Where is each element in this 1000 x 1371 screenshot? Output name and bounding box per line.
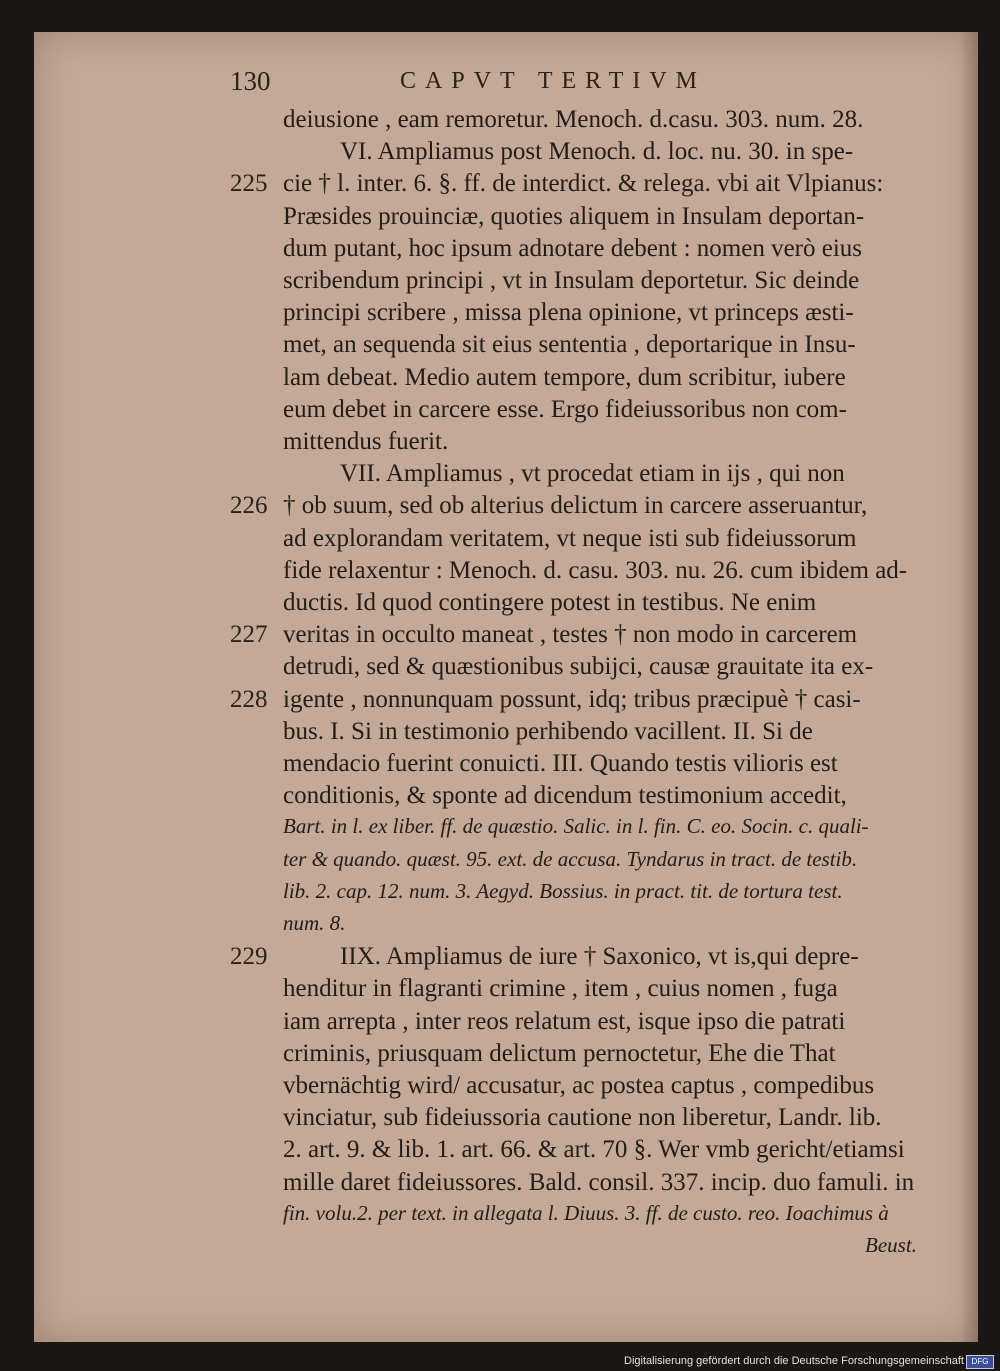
marginal-number: 227 [230,621,268,648]
line-text: iam arrepta , inter reos relatum est, isque ipso die patrati [283,1008,846,1035]
text-line [0,235,1000,268]
text-line [0,718,1000,751]
line-text: henditur in flagranti crimine , item , cuius nomen , fuga [283,975,838,1002]
line-text: lib. 2. cap. 12. num. 3. Aegyd. Bossius. in pract. tit. de tortura test. [283,879,843,903]
text-line [0,750,1000,783]
line-text: vbernächtig wird/ accusatur, ac postea captus , compedibus [283,1072,875,1099]
line-text: scribendum principi , vt in Insulam deportetur. Sic deinde [283,267,860,294]
line-text: lam debeat. Medio autem tempore, dum scribitur, iubere [283,364,846,391]
text-line [0,589,1000,622]
line-text: fide relaxentur : Menoch. d. casu. 303. nu. 26. cum ibidem ad- [283,557,908,584]
line-text: eum debet in carcere esse. Ergo fideiussoribus non com- [283,396,847,423]
text-line [0,621,1000,654]
line-text: IIX. Ampliamus de iure † Saxonico, vt is,qui depre- [340,943,859,970]
text-line [0,782,1000,815]
text-line [0,814,1000,847]
line-text: Bart. in l. ex liber. ff. de quæstio. Salic. in l. fin. C. eo. Socin. c. quali- [283,814,869,838]
line-text: † ob suum, sed ob alterius delictum in carcere asseruantur, [283,492,868,519]
text-line [0,364,1000,397]
text-line [0,1104,1000,1137]
text-line [0,686,1000,719]
page-header [0,66,1000,98]
line-text: conditionis, & sponte ad dicendum testimonium accedit, [283,782,847,809]
text-line [0,1008,1000,1041]
dfg-logo-icon: DFG [966,1355,994,1369]
text-line [0,1233,1000,1266]
text-line [0,943,1000,976]
text-line [0,170,1000,203]
text-line [0,1169,1000,1202]
text-line [0,525,1000,558]
line-text: VI. Ampliamus post Menoch. d. loc. nu. 30. in spe- [340,138,854,165]
text-line [0,1201,1000,1234]
text-line [0,557,1000,590]
line-text: criminis, priusquam delictum pernoctetur, Ehe die That [283,1040,836,1067]
line-text: igente , nonnunquam possunt, idq; tribus præcipuè † casi- [283,686,861,713]
text-line [0,396,1000,429]
text-line [0,267,1000,300]
line-text: mille daret fideiussores. Bald. consil. 337. incip. duo famuli. in [283,1169,915,1196]
line-text: VII. Ampliamus , vt procedat etiam in ijs , qui non [340,460,845,487]
marginal-number: 228 [230,686,268,713]
text-line [0,1040,1000,1073]
digitization-footer [0,1352,1000,1371]
line-text: ductis. Id quod contingere potest in testibus. Ne enim [283,589,817,616]
line-text: cie † l. inter. 6. §. ff. de interdict. & relega. vbi ait Vlpianus: [283,170,884,197]
text-line [0,492,1000,525]
marginal-number: 226 [230,492,268,519]
text-line [0,975,1000,1008]
line-text: ter & quando. quæst. 95. ext. de accusa. Tyndarus in tract. de testib. [283,847,858,871]
text-line [0,138,1000,171]
footer-credit: Digitalisierung gefördert durch die Deutsche Forschungsgemeinschaft [624,1355,964,1367]
text-line [0,299,1000,332]
text-line [0,1136,1000,1169]
line-text: bus. I. Si in testimonio perhibendo vacillent. II. Si de [283,718,813,745]
line-text: Præsides prouinciæ, quoties aliquem in Insulam deportan- [283,203,865,230]
line-text: fin. volu.2. per text. in allegata l. Diuus. 3. ff. de custo. reo. Ioachimus à [283,1201,889,1225]
line-text: 2. art. 9. & lib. 1. art. 66. & art. 70 §. Wer vmb gericht/etiamsi [283,1136,905,1163]
text-line [0,203,1000,236]
line-text: num. 8. [283,911,346,935]
page-number: 130 [230,66,271,96]
line-text: vinciatur, sub fideiussoria cautione non liberetur, Landr. lib. [283,1104,882,1131]
text-line [0,1072,1000,1105]
line-text: principi scribere , missa plena opinione, vt princeps æsti- [283,299,854,326]
line-text: veritas in occulto maneat , testes † non modo in carcerem [283,621,858,648]
line-text: mendacio fuerint conuicti. III. Quando testis vilioris est [283,750,838,777]
text-line [0,428,1000,461]
text-line [0,331,1000,364]
line-text: Beust. [865,1233,917,1257]
marginal-number: 225 [230,170,268,197]
text-line [0,106,1000,139]
marginal-number: 229 [230,943,268,970]
line-text: mittendus fuerit. [283,428,449,455]
line-text: deiusione , eam remoretur. Menoch. d.casu. 303. num. 28. [283,106,864,133]
line-text: ad explorandam veritatem, vt neque isti sub fideiussorum [283,525,857,552]
text-line [0,911,1000,944]
text-line [0,847,1000,880]
text-line [0,460,1000,493]
line-text: detrudi, sed & quæstionibus subijci, causæ grauitate ita ex- [283,653,874,680]
running-head: CAPVT TERTIVM [400,68,707,94]
line-text: dum putant, hoc ipsum adnotare debent : nomen verò eius [283,235,863,262]
line-text: met, an sequenda sit eius sententia , deportarique in Insu- [283,331,856,358]
text-line [0,879,1000,912]
text-line [0,653,1000,686]
